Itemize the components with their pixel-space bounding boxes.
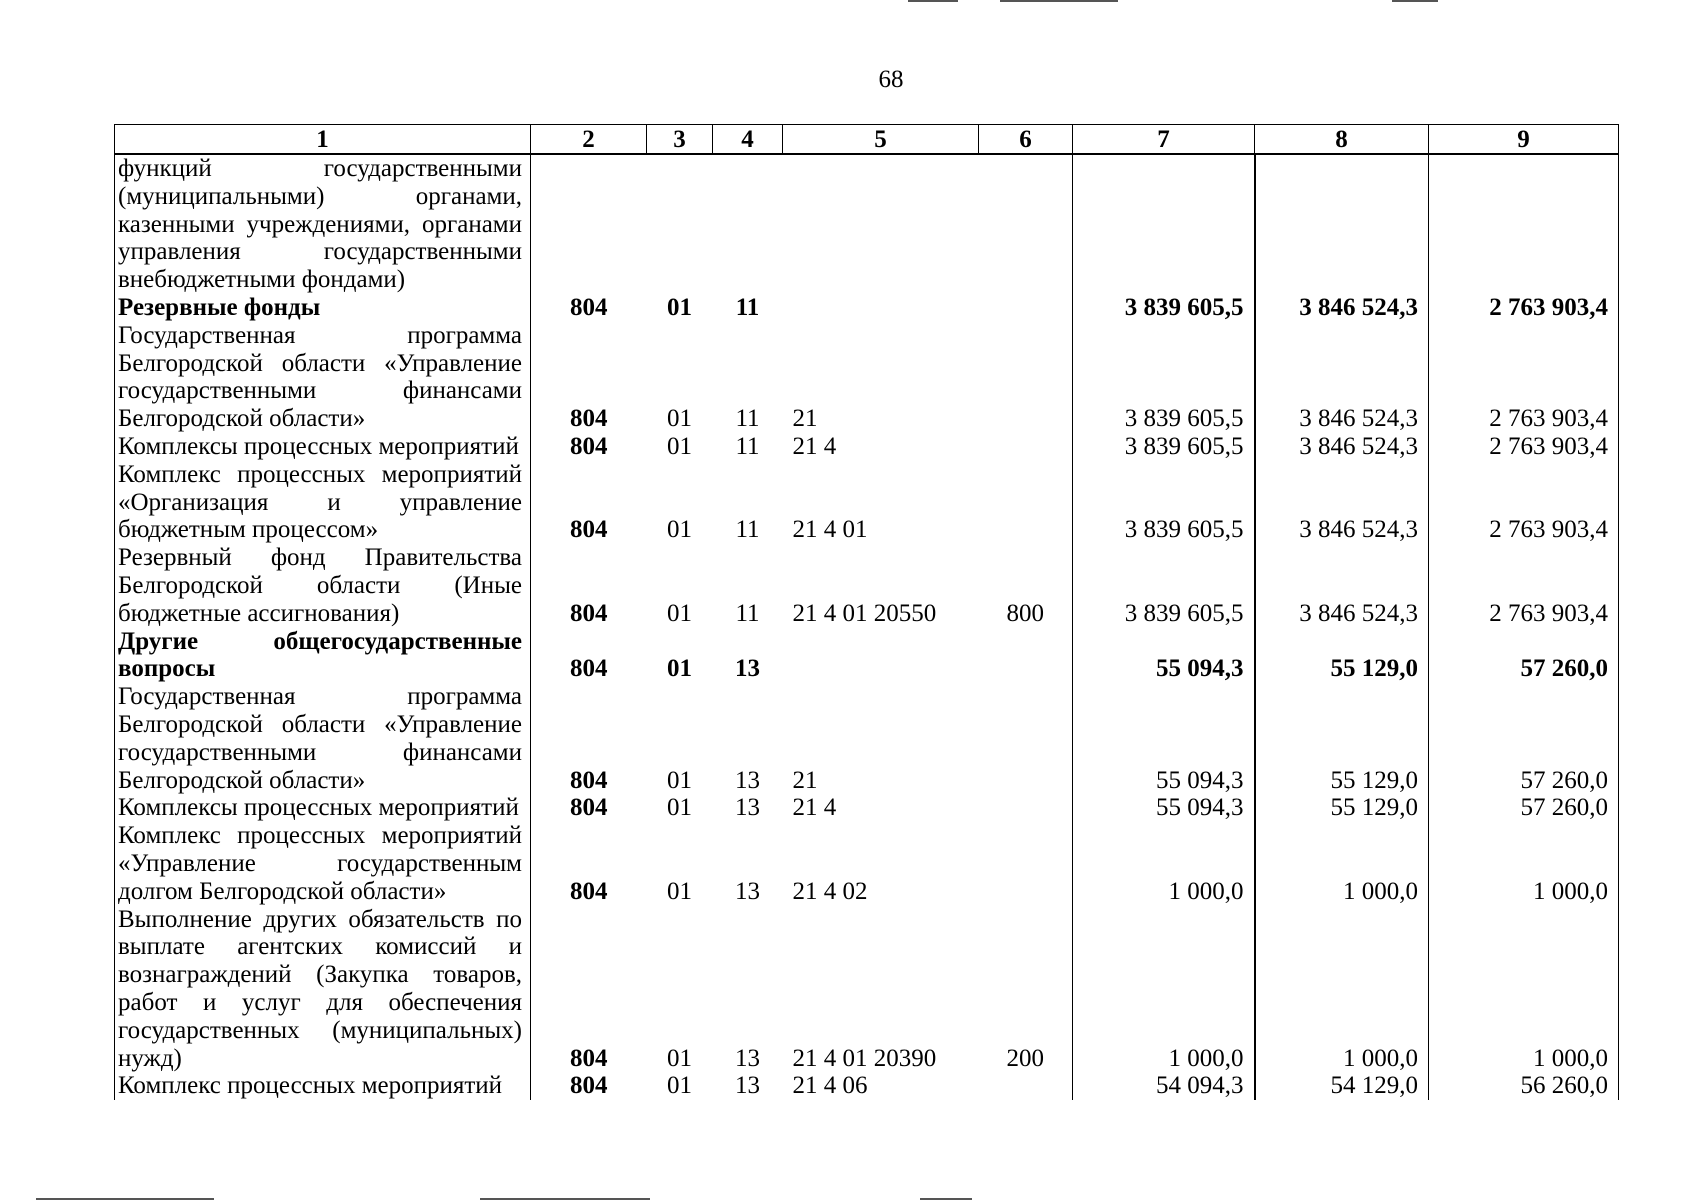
row-name-cell: Комплекс процессных мероприятий «Организация и управление бюджетным процессом» xyxy=(115,461,531,544)
header-col-6: 6 xyxy=(979,125,1073,155)
header-col-8: 8 xyxy=(1255,125,1429,155)
row-sum-year2-cell: 54 129,0 xyxy=(1255,1072,1429,1100)
row-sum-year3-cell: 56 260,0 xyxy=(1429,1072,1619,1100)
row-subsection-cell: 13 xyxy=(735,655,760,683)
row-subsection-cell: 13 xyxy=(735,794,760,822)
row-sum-year1-cell: 1 000,0 xyxy=(1073,906,1255,1073)
row-sum-year3-cell: 2 763 903,4 xyxy=(1429,322,1619,433)
row-expense-type-cell xyxy=(979,294,1073,322)
row-subsection-cell: 13 xyxy=(735,766,760,794)
row-expense-type-cell xyxy=(979,322,1073,433)
row-grbs-cell: 804 xyxy=(570,794,608,822)
row-sum-year2-cell: 3 846 524,3 xyxy=(1255,544,1429,627)
row-target-article-cell: 21 4 01 20550 xyxy=(792,599,937,627)
scan-artifact-line xyxy=(1000,0,1118,2)
row-sum-year1-cell: 3 839 605,5 xyxy=(1073,294,1255,322)
row-sum-year3-cell: 57 260,0 xyxy=(1429,628,1619,684)
row-sum-year1-cell: 3 839 605,5 xyxy=(1073,433,1255,461)
row-expense-type-cell xyxy=(979,822,1073,905)
row-target-article-cell xyxy=(783,154,979,294)
budget-table xyxy=(114,124,1619,1100)
page-number: 68 xyxy=(878,66,904,93)
row-target-article-cell: 21 4 xyxy=(792,794,837,822)
row-subsection-cell xyxy=(713,154,783,294)
header-col-2: 2 xyxy=(531,125,647,155)
row-name-cell: Выполнение других обязательств по выплате агентских комиссий и вознаграждений (Закупка товаров, работ и услуг для обеспечения государственных (муниципальных) нужд) xyxy=(115,906,531,1073)
row-target-article-cell: 21 4 01 xyxy=(792,516,868,544)
row-subsection-cell: 13 xyxy=(735,1072,760,1100)
row-expense-type-cell xyxy=(979,628,1073,684)
row-section-cell: 01 xyxy=(667,766,692,794)
row-target-article-cell: 21 4 06 xyxy=(792,1072,868,1100)
row-sum-year2-cell xyxy=(1255,154,1429,294)
row-section-cell xyxy=(647,154,713,294)
row-grbs-cell: 804 xyxy=(570,655,608,683)
row-target-article-cell: 21 4 02 xyxy=(792,877,868,905)
table-header-row xyxy=(115,125,1619,155)
table-body xyxy=(115,154,1619,1100)
scan-artifact-line xyxy=(1392,0,1438,2)
row-expense-type-cell xyxy=(979,461,1073,544)
table-row xyxy=(115,683,1619,794)
row-sum-year2-cell: 55 129,0 xyxy=(1255,683,1429,794)
row-sum-year1-cell: 1 000,0 xyxy=(1073,822,1255,905)
row-name-cell: функций государственными (муниципальными) органами, казенными учреждениями, органами управления государственными внебюджетными фондами) xyxy=(115,154,531,294)
row-sum-year1-cell: 3 839 605,5 xyxy=(1073,544,1255,627)
table-row xyxy=(115,154,1619,294)
row-subsection-cell: 13 xyxy=(735,1044,760,1072)
table-row xyxy=(115,433,1619,461)
row-sum-year2-cell: 55 129,0 xyxy=(1255,628,1429,684)
row-section-cell: 01 xyxy=(667,1072,692,1100)
row-target-article-cell: 21 xyxy=(792,405,818,433)
row-target-article-cell: 21 xyxy=(792,766,818,794)
table-row xyxy=(115,322,1619,433)
header-col-1: 1 xyxy=(115,125,531,155)
row-grbs-cell: 804 xyxy=(570,432,608,460)
row-expense-type-cell xyxy=(979,1072,1073,1100)
header-col-3: 3 xyxy=(647,125,713,155)
row-sum-year3-cell: 1 000,0 xyxy=(1429,906,1619,1073)
row-sum-year2-cell: 3 846 524,3 xyxy=(1255,461,1429,544)
row-sum-year3-cell: 57 260,0 xyxy=(1429,794,1619,822)
row-grbs-cell: 804 xyxy=(570,293,608,321)
row-sum-year3-cell: 2 763 903,4 xyxy=(1429,461,1619,544)
header-col-7: 7 xyxy=(1073,125,1255,155)
row-section-cell: 01 xyxy=(667,293,692,321)
row-grbs-cell: 804 xyxy=(570,766,608,794)
table-row xyxy=(115,628,1619,684)
row-section-cell: 01 xyxy=(667,794,692,822)
row-grbs-cell: 804 xyxy=(570,877,608,905)
row-name-cell: Другие общегосударственные вопросы xyxy=(115,628,531,684)
row-sum-year1-cell: 3 839 605,5 xyxy=(1073,322,1255,433)
row-sum-year3-cell: 2 763 903,4 xyxy=(1429,544,1619,627)
row-name-cell: Государственная программа Белгородской области «Управление государственными финансами Белгородской области» xyxy=(115,683,531,794)
row-subsection-cell: 11 xyxy=(735,516,760,544)
scan-artifact-line xyxy=(908,0,958,2)
row-section-cell: 01 xyxy=(667,516,692,544)
table-row xyxy=(115,794,1619,822)
row-subsection-cell: 11 xyxy=(735,405,760,433)
table-row xyxy=(115,461,1619,544)
header-col-5: 5 xyxy=(783,125,979,155)
row-expense-type-cell: 200 xyxy=(1006,1044,1044,1072)
row-subsection-cell: 11 xyxy=(735,599,760,627)
row-grbs-cell: 804 xyxy=(570,599,608,627)
row-target-article-cell: 21 4 01 20390 xyxy=(792,1044,937,1072)
row-section-cell: 01 xyxy=(667,405,692,433)
table-row xyxy=(115,294,1619,322)
row-sum-year2-cell: 3 846 524,3 xyxy=(1255,433,1429,461)
table-row xyxy=(115,822,1619,905)
row-sum-year3-cell xyxy=(1429,154,1619,294)
row-expense-type-cell xyxy=(979,683,1073,794)
row-sum-year2-cell: 3 846 524,3 xyxy=(1255,322,1429,433)
row-subsection-cell: 11 xyxy=(735,293,760,321)
row-target-article-cell xyxy=(783,294,979,322)
row-expense-type-cell xyxy=(979,433,1073,461)
row-sum-year2-cell: 1 000,0 xyxy=(1255,822,1429,905)
header-col-4: 4 xyxy=(713,125,783,155)
table-row xyxy=(115,906,1619,1073)
row-name-cell: Комплекс процессных мероприятий xyxy=(115,1072,531,1100)
row-target-article-cell: 21 4 xyxy=(792,432,837,460)
row-grbs-cell: 804 xyxy=(570,1072,608,1100)
table-row xyxy=(115,1072,1619,1100)
row-section-cell: 01 xyxy=(667,599,692,627)
row-name-cell: Комплексы процессных мероприятий xyxy=(115,433,531,461)
row-sum-year3-cell: 1 000,0 xyxy=(1429,822,1619,905)
row-sum-year1-cell: 55 094,3 xyxy=(1073,683,1255,794)
row-grbs-cell: 804 xyxy=(570,1044,608,1072)
row-sum-year3-cell: 2 763 903,4 xyxy=(1429,433,1619,461)
row-grbs-cell: 804 xyxy=(570,516,608,544)
row-expense-type-cell: 800 xyxy=(1006,599,1044,627)
row-section-cell: 01 xyxy=(667,877,692,905)
row-target-article-cell xyxy=(783,628,979,684)
row-grbs-cell xyxy=(531,154,647,294)
table-row xyxy=(115,544,1619,627)
header-col-9: 9 xyxy=(1429,125,1619,155)
row-name-cell: Комплекс процессных мероприятий «Управление государственным долгом Белгородской области» xyxy=(115,822,531,905)
row-name-cell: Государственная программа Белгородской области «Управление государственными финансами Белгородской области» xyxy=(115,322,531,433)
row-sum-year3-cell: 57 260,0 xyxy=(1429,683,1619,794)
row-sum-year3-cell: 2 763 903,4 xyxy=(1429,294,1619,322)
row-sum-year2-cell: 1 000,0 xyxy=(1255,906,1429,1073)
row-section-cell: 01 xyxy=(667,655,692,683)
row-sum-year1-cell: 3 839 605,5 xyxy=(1073,461,1255,544)
row-name-cell: Резервный фонд Правительства Белгородской области (Иные бюджетные ассигнования) xyxy=(115,544,531,627)
row-name-cell: Резервные фонды xyxy=(115,294,531,322)
row-subsection-cell: 11 xyxy=(735,432,760,460)
row-sum-year2-cell: 3 846 524,3 xyxy=(1255,294,1429,322)
row-subsection-cell: 13 xyxy=(735,877,760,905)
row-expense-type-cell xyxy=(979,154,1073,294)
row-name-cell: Комплексы процессных мероприятий xyxy=(115,794,531,822)
row-sum-year2-cell: 55 129,0 xyxy=(1255,794,1429,822)
row-grbs-cell: 804 xyxy=(570,405,608,433)
row-section-cell: 01 xyxy=(667,432,692,460)
row-expense-type-cell xyxy=(979,794,1073,822)
row-sum-year1-cell xyxy=(1073,154,1255,294)
row-sum-year1-cell: 55 094,3 xyxy=(1073,794,1255,822)
row-sum-year1-cell: 55 094,3 xyxy=(1073,628,1255,684)
row-section-cell: 01 xyxy=(667,1044,692,1072)
row-sum-year1-cell: 54 094,3 xyxy=(1073,1072,1255,1100)
